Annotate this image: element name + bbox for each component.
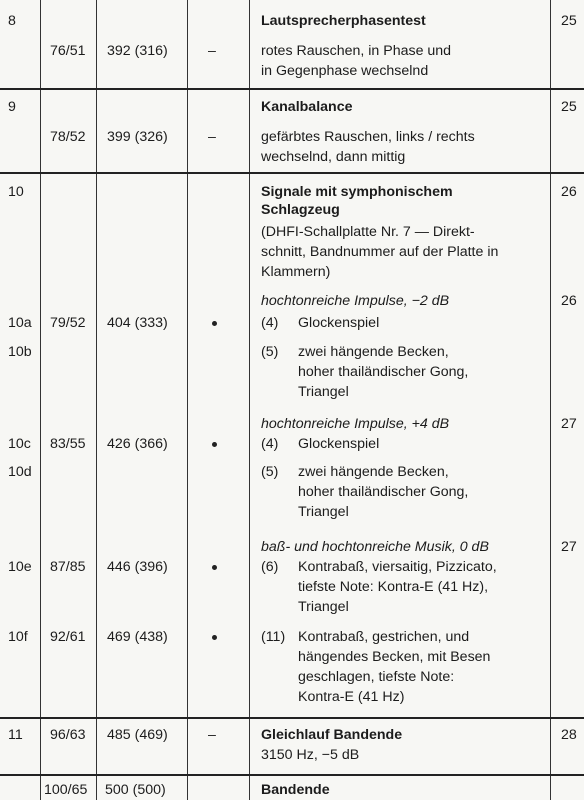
row-title: Lautsprecherphasentest (261, 13, 426, 29)
item-text: hängendes Becken, mit Besen (298, 649, 491, 665)
band-number: (4) (261, 315, 279, 331)
track-ref: 78/52 (50, 129, 86, 145)
item-text: hoher thailändischer Gong, (298, 484, 469, 500)
position: 399 (326) (107, 129, 168, 145)
item-text: zwei hängende Becken, (298, 464, 449, 480)
item-text: zwei hängende Becken, (298, 344, 449, 360)
row-desc: 3150 Hz, −5 dB (261, 747, 360, 763)
mark: – (208, 727, 216, 743)
row-number: 10a (8, 315, 32, 331)
row-desc: Klammern) (261, 264, 331, 280)
page-number: 25 (561, 13, 577, 29)
bullet-mark (212, 565, 217, 570)
row-title: Bandende (261, 782, 330, 798)
column-divider (249, 0, 250, 800)
item-text: Kontrabaß, gestrichen, und (298, 629, 470, 645)
position: 485 (469) (107, 727, 168, 743)
track-ref: 76/51 (50, 43, 86, 59)
mark: – (208, 43, 216, 59)
row-divider (0, 774, 584, 776)
row-desc: rotes Rauschen, in Phase und (261, 43, 452, 59)
row-title: Gleichlauf Bandende (261, 727, 403, 743)
page-number: 26 (561, 184, 577, 200)
position: 446 (396) (107, 559, 168, 575)
band-number: (5) (261, 464, 279, 480)
bullet-mark (212, 635, 217, 640)
row-title: Schlagzeug (261, 202, 340, 218)
page-number: 27 (561, 539, 577, 555)
page-number: 25 (561, 99, 577, 115)
row-number: 9 (8, 99, 16, 115)
item-text: Kontrabaß, viersaitig, Pizzicato, (298, 559, 497, 575)
row-divider (0, 717, 584, 719)
track-ref: 96/63 (50, 727, 86, 743)
band-number: (11) (261, 629, 286, 645)
track-ref: 79/52 (50, 315, 86, 331)
column-divider (187, 0, 188, 800)
row-number: 10c (8, 436, 31, 452)
row-desc: schnitt, Bandnummer auf der Platte in (261, 244, 499, 260)
item-text: tiefste Note: Kontra-E (41 Hz), (298, 579, 489, 595)
item-text: hoher thailändischer Gong, (298, 364, 469, 380)
row-number: 10 (8, 184, 24, 200)
item-text: geschlagen, tiefste Note: (298, 669, 455, 685)
row-number: 10f (8, 629, 28, 645)
row-desc: wechselnd, dann mittig (261, 149, 406, 165)
track-ref: 83/55 (50, 436, 86, 452)
item-text: Kontra-E (41 Hz) (298, 689, 405, 705)
item-text: Glockenspiel (298, 315, 380, 331)
column-divider (550, 0, 551, 800)
row-divider (0, 88, 584, 90)
column-divider (40, 0, 41, 800)
position: 392 (316) (107, 43, 168, 59)
page-number: 28 (561, 727, 577, 743)
mark: – (208, 129, 216, 145)
position: 500 (500) (105, 782, 166, 798)
row-number: 8 (8, 13, 16, 29)
item-text: Glockenspiel (298, 436, 380, 452)
row-number: 10e (8, 559, 32, 575)
row-number: 10b (8, 344, 32, 360)
row-title: Signale mit symphonischem (261, 184, 453, 200)
item-text: Triangel (298, 599, 349, 615)
column-divider (96, 0, 97, 800)
row-desc: gefärbtes Rauschen, links / rechts (261, 129, 475, 145)
row-number: 10d (8, 464, 32, 480)
track-ref: 87/85 (50, 559, 86, 575)
position: 404 (333) (107, 315, 168, 331)
bullet-mark (212, 321, 217, 326)
item-text: Triangel (298, 504, 349, 520)
track-ref: 100/65 (44, 782, 88, 798)
band-number: (6) (261, 559, 279, 575)
subgroup-heading: hochtonreiche Impulse, +4 dB (261, 416, 450, 432)
position: 426 (366) (107, 436, 168, 452)
page-number: 26 (561, 293, 577, 309)
row-desc: (DHFI-Schallplatte Nr. 7 — Direkt- (261, 224, 475, 240)
subgroup-heading: hochtonreiche Impulse, −2 dB (261, 293, 450, 309)
item-text: Triangel (298, 384, 349, 400)
band-number: (5) (261, 344, 279, 360)
page-number: 27 (561, 416, 577, 432)
row-divider (0, 172, 584, 174)
bullet-mark (212, 442, 217, 447)
subgroup-heading: baß- und hochtonreiche Musik, 0 dB (261, 539, 489, 555)
row-desc: in Gegenphase wechselnd (261, 63, 429, 79)
row-number: 11 (8, 727, 23, 743)
row-title: Kanalbalance (261, 99, 353, 115)
position: 469 (438) (107, 629, 168, 645)
band-number: (4) (261, 436, 279, 452)
track-ref: 92/61 (50, 629, 86, 645)
